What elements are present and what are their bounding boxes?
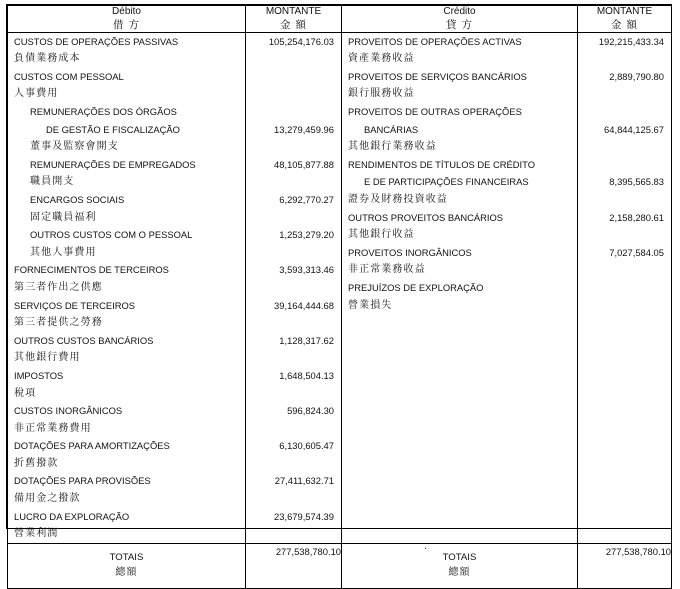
debit-label-pt: IMPOSTOS <box>14 369 64 381</box>
credit-amount-cell <box>578 279 671 314</box>
debit-line-item <box>8 156 245 191</box>
debit-amount-cell <box>246 297 341 332</box>
debit-label-pt: CUSTOS INORGÂNICOS <box>14 405 123 417</box>
debit-amount-value <box>246 68 341 86</box>
header-credit <box>342 6 578 33</box>
credit-amount-value: 2,158,280.61 <box>609 211 664 223</box>
profit-loss-table <box>7 5 672 589</box>
credit-label-zh: 營業損失 <box>348 299 393 311</box>
totals-credit-amount: 277,538,780.10 <box>578 543 672 588</box>
credit-amount-pad <box>578 226 671 244</box>
credit-label-pt: PROVEITOS DE SERVIÇOS BANCÁRIOS <box>348 70 527 82</box>
totals-credit-pt: TOTAIS <box>442 551 477 563</box>
credit-line-item <box>342 244 577 279</box>
debit-amount-pad <box>246 279 341 297</box>
debit-amount-value: 1,253,279.20 <box>279 229 334 241</box>
debit-amount-cell <box>246 472 341 507</box>
debit-line-item <box>8 68 245 103</box>
credit-amount-value: 8,395,565.83 <box>609 176 664 188</box>
header-debit-zh: 借 方 <box>113 18 140 31</box>
debit-label-pt: ENCARGOS SOCIAIS <box>30 193 125 205</box>
header-credit-pt: Crédito <box>443 6 476 17</box>
credit-amount-cell <box>578 244 671 279</box>
debit-amount-pad <box>246 525 341 543</box>
credit-line-item <box>342 103 577 156</box>
totals-credit-zh: 總額 <box>448 566 471 578</box>
credit-amount-pad <box>578 156 671 174</box>
debit-amount-pad <box>246 85 341 103</box>
debit-label-pt: OUTROS CUSTOS BANCÁRIOS <box>14 334 154 346</box>
debit-amount-cell <box>246 332 341 367</box>
debit-descriptions <box>8 32 246 543</box>
credit-label-zh: 其他銀行業務收益 <box>348 141 437 153</box>
credit-amount-cell <box>578 68 671 103</box>
credit-amount-value <box>578 279 671 297</box>
credit-amount-pad <box>578 191 671 209</box>
debit-amount-pad <box>246 420 341 438</box>
debit-line-item <box>8 367 245 402</box>
credit-line-item <box>342 156 577 209</box>
debit-amount-pad <box>246 50 341 68</box>
header-credit-amount-zh: 金 額 <box>611 18 638 31</box>
debit-amount-value: 27,411,632.71 <box>274 475 334 487</box>
header-debit-amount <box>246 6 342 33</box>
debit-amount-value: 6,130,605.47 <box>279 440 334 452</box>
debit-label-pt: SERVIÇOS DE TERCEIROS <box>14 299 136 311</box>
debit-label-pt: DOTAÇÕES PARA PROVISÕES <box>14 475 151 487</box>
table-header-row <box>8 6 672 33</box>
totals-row <box>8 543 672 588</box>
debit-amount-value: 1,648,504.13 <box>279 369 334 381</box>
debit-amount-pad <box>246 385 341 403</box>
credit-amount-pad <box>578 138 671 156</box>
debit-line-item <box>8 332 245 367</box>
header-credit-amount-pt: MONTANTE <box>596 6 653 17</box>
credit-amount-pad <box>578 297 671 315</box>
debit-amount-cell <box>246 103 341 156</box>
debit-label-pt-cont: DE GESTÃO E FISCALIZAÇÃO <box>46 123 180 135</box>
header-debit-amount-zh: 金 額 <box>280 18 307 31</box>
debit-label-zh: 人事費用 <box>14 88 59 100</box>
debit-label-pt: REMUNERAÇÕES DE EMPREGADOS <box>30 158 196 170</box>
header-debit-pt: Débito <box>112 6 141 17</box>
debit-amount-cell <box>246 261 341 296</box>
credit-label-pt: RENDIMENTOS DE TÍTULOS DE CRÉDITO <box>348 158 536 170</box>
debit-line-item <box>8 472 245 507</box>
stray-mark: . <box>424 540 428 552</box>
credit-line-item <box>342 33 577 68</box>
credit-label-zh: 資產業務收益 <box>348 53 415 65</box>
debit-label-zh: 備用金之撥款 <box>14 493 81 505</box>
debit-amount-pad <box>246 349 341 367</box>
debit-label-zh: 其他銀行費用 <box>14 352 81 364</box>
credit-label-pt-cont: E DE PARTICIPAÇÕES FINANCEIRAS <box>364 176 529 188</box>
debit-amount-value: 3,593,313.46 <box>279 264 334 276</box>
debit-line-item <box>8 437 245 472</box>
debit-line-item <box>8 191 245 226</box>
credit-label-pt: PROVEITOS DE OPERAÇÕES ACTIVAS <box>348 35 522 47</box>
debit-label-zh: 負債業務成本 <box>14 53 81 65</box>
debit-line-item <box>8 297 245 332</box>
credit-label-zh: 非正常業務收益 <box>348 264 426 276</box>
credit-amount-pad <box>578 261 671 279</box>
debit-amount-value: 596,824.30 <box>287 405 334 417</box>
debit-amount-pad <box>246 314 341 332</box>
debit-amounts <box>246 32 342 543</box>
debit-label-pt: FORNECIMENTOS DE TERCEIROS <box>14 264 169 276</box>
debit-line-item <box>8 261 245 296</box>
debit-amount-pad <box>246 244 341 262</box>
debit-amount-cell <box>246 437 341 472</box>
debit-amount-cell <box>246 226 341 261</box>
debit-amount-pad <box>246 455 341 473</box>
debit-label-pt: CUSTOS DE OPERAÇÕES PASSIVAS <box>14 35 179 47</box>
debit-label-zh: 董事及監察會開支 <box>30 141 119 153</box>
credit-label-pt: PREJUÍZOS DE EXPLORAÇÃO <box>348 281 484 293</box>
debit-amount-cell <box>246 33 341 68</box>
debit-amount-pad <box>246 490 341 508</box>
credit-descriptions <box>342 32 578 543</box>
debit-amount-value: 39,164,444.68 <box>274 299 334 311</box>
credit-label-pt: PROVEITOS INORGÂNICOS <box>348 246 472 258</box>
credit-amount-value: 7,027,584.05 <box>609 246 664 258</box>
debit-label-zh: 稅項 <box>14 387 37 399</box>
totals-debit-amount: 277,538,780.10 <box>246 543 342 588</box>
debit-line-item <box>8 402 245 437</box>
debit-amount-cell <box>246 508 341 543</box>
debit-amount-value: 6,292,770.27 <box>279 193 334 205</box>
debit-line-item <box>8 103 245 156</box>
credit-amount-pad <box>578 50 671 68</box>
debit-amount-cell <box>246 367 341 402</box>
debit-label-zh: 職員開支 <box>30 176 75 188</box>
totals-debit-label <box>8 543 246 588</box>
credit-amount-value: 64,844,125.67 <box>604 123 664 135</box>
debit-amount-cell <box>246 402 341 437</box>
totals-debit-zh: 總額 <box>115 566 138 578</box>
header-debit <box>8 6 246 33</box>
debit-amount-value: 23,679,574.39 <box>274 510 334 522</box>
credit-amount-value: 2,889,790.80 <box>609 70 664 82</box>
credit-label-zh: 銀行服務收益 <box>348 88 415 100</box>
debit-label-pt: LUCRO DA EXPLORAÇÃO <box>14 510 130 522</box>
totals-credit-label <box>342 543 578 588</box>
debit-amount-value: 13,279,459.96 <box>274 123 334 135</box>
credit-amount-cell <box>578 103 671 156</box>
debit-amount-cell <box>246 191 341 226</box>
table-body-row <box>8 32 672 543</box>
credit-amount-pad <box>578 85 671 103</box>
debit-amount-pad <box>246 209 341 227</box>
debit-amount-pad <box>246 103 341 121</box>
debit-label-pt: OUTROS CUSTOS COM O PESSOAL <box>30 229 193 241</box>
debit-label-pt: REMUNERAÇÕES DOS ÓRGÃOS <box>30 106 177 117</box>
debit-amount-pad <box>246 173 341 191</box>
credit-label-zh: 其他銀行收益 <box>348 229 415 241</box>
debit-amount-value: 1,128,317.62 <box>279 334 334 346</box>
debit-line-item <box>8 33 245 68</box>
totals-debit-pt: TOTAIS <box>109 551 144 563</box>
header-credit-zh: 貸 方 <box>446 18 473 31</box>
debit-label-zh: 其他人事費用 <box>30 246 97 258</box>
credit-amount-cell <box>578 156 671 209</box>
header-credit-amount <box>578 6 672 33</box>
debit-label-zh: 第三者提供之勞務 <box>14 317 103 329</box>
debit-amount-value: 105,254,176.03 <box>268 35 334 47</box>
debit-label-zh: 第三者作出之供應 <box>14 281 103 293</box>
credit-amount-cell <box>578 33 671 68</box>
debit-label-pt: CUSTOS COM PESSOAL <box>14 70 124 82</box>
credit-label-zh: 證券及財務投資收益 <box>348 193 448 205</box>
debit-label-pt: DOTAÇÕES PARA AMORTIZAÇÕES <box>14 440 170 452</box>
credit-amount-cell <box>578 209 671 244</box>
debit-label-zh: 固定職員福利 <box>30 211 97 223</box>
credit-amount-value: 192,215,433.34 <box>598 35 664 47</box>
credit-line-item <box>342 68 577 103</box>
credit-label-pt: OUTROS PROVEITOS BANCÁRIOS <box>348 211 504 223</box>
credit-line-item <box>342 209 577 244</box>
credit-amount-pad <box>578 103 671 121</box>
debit-amount-value: 48,105,877.88 <box>274 158 334 170</box>
header-debit-amount-pt: MONTANTE <box>265 6 322 17</box>
debit-line-item <box>8 226 245 261</box>
debit-line-item <box>8 508 245 543</box>
debit-amount-cell <box>246 68 341 103</box>
debit-amount-pad <box>246 138 341 156</box>
debit-label-zh: 營業利潤 <box>14 528 59 540</box>
debit-label-zh: 折舊撥款 <box>14 457 59 469</box>
credit-label-pt-cont: BANCÁRIAS <box>364 123 419 135</box>
ledger-sheet <box>6 4 672 578</box>
debit-label-zh: 非正常業務費用 <box>14 422 92 434</box>
debit-amount-cell <box>246 156 341 191</box>
credit-line-item <box>342 279 577 314</box>
credit-label-pt: PROVEITOS DE OUTRAS OPERAÇÕES <box>348 106 522 117</box>
credit-amounts <box>578 32 672 543</box>
